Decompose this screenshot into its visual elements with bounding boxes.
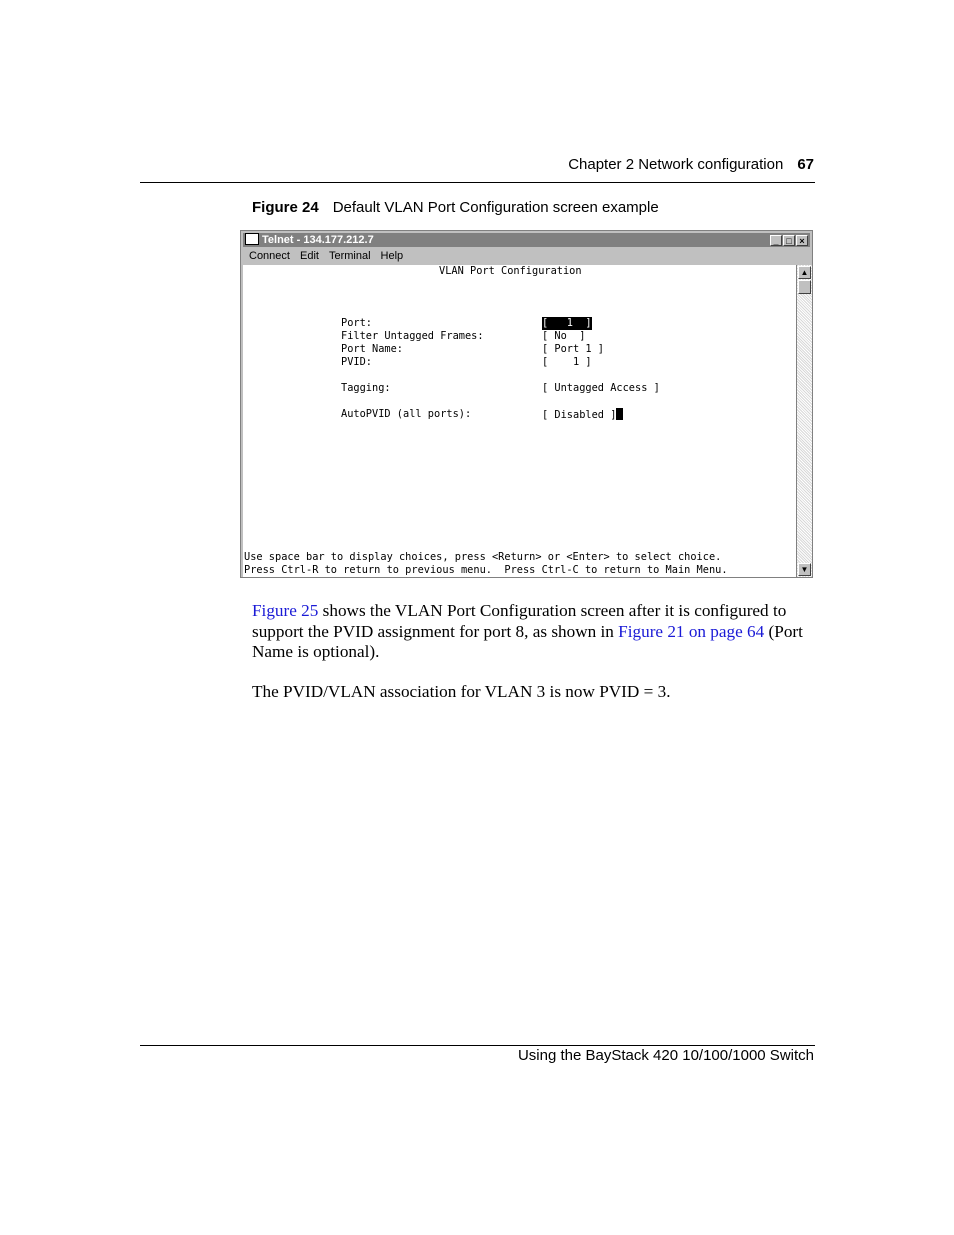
menu-help[interactable]: Help [380, 250, 404, 262]
menu-edit[interactable]: Edit [299, 250, 319, 262]
text-cursor [616, 408, 623, 420]
link-figure-25[interactable]: Figure 25 [252, 601, 319, 620]
paragraph-text: shows the VLAN Port Configuration screen after it is configured to support the PVID assignment for port 8, as shown in [252, 601, 787, 641]
header-rule [140, 182, 815, 183]
terminal-screen[interactable] [243, 265, 796, 577]
field-label-tagging: Tagging: [341, 382, 391, 394]
footer-rule [140, 1045, 815, 1046]
field-label-port-name: Port Name: [341, 343, 403, 355]
field-label-pvid: PVID: [341, 356, 372, 368]
telnet-window [240, 230, 813, 578]
help-line-2: Press Ctrl-R to return to previous menu. Press Ctrl-C to return to Main Menu. [244, 564, 728, 576]
vertical-scrollbar[interactable] [796, 265, 812, 577]
figure-caption [252, 199, 659, 216]
help-line-1: Use space bar to display choices, press <Return> or <Enter> to select choice. [244, 551, 722, 563]
window-title: Telnet - 134.177.212.7 [262, 234, 374, 246]
screen-title: VLAN Port Configuration [439, 265, 582, 277]
window-titlebar [243, 233, 810, 247]
page-number: 67 [797, 156, 814, 173]
body-paragraph-2: The PVID/VLAN association for VLAN 3 is now PVID = 3. [252, 682, 671, 701]
field-value-port-name[interactable]: [ Port 1 ] [542, 343, 604, 355]
field-value-port[interactable]: [ 1 ] [542, 317, 592, 329]
menu-bar [243, 248, 810, 264]
field-label-autopvid: AutoPVID (all ports): [341, 408, 472, 420]
telnet-app-icon[interactable] [245, 233, 259, 245]
maximize-icon[interactable]: □ [783, 235, 795, 246]
menu-terminal[interactable]: Terminal [328, 250, 371, 262]
field-label-port: Port: [341, 317, 372, 329]
field-value-filter-untagged[interactable]: [ No ] [542, 330, 586, 342]
field-label-filter-untagged: Filter Untagged Frames: [341, 330, 484, 342]
scroll-down-icon[interactable]: ▼ [798, 563, 811, 576]
figure-label: Figure 24 [252, 199, 319, 216]
link-figure-21[interactable]: Figure 21 on page 64 [618, 621, 765, 641]
field-value-tagging[interactable]: [ Untagged Access ] [542, 382, 660, 394]
page-header [140, 156, 814, 176]
scroll-up-icon[interactable]: ▲ [798, 266, 811, 279]
close-icon[interactable]: × [796, 235, 808, 246]
menu-connect[interactable]: Connect [249, 250, 290, 262]
figure-title: Default VLAN Port Configuration screen example [332, 199, 659, 216]
paragraph-text: (Port Name is optional). [252, 621, 803, 661]
field-value-autopvid[interactable]: [ Disabled ] [542, 409, 617, 421]
field-value-pvid[interactable]: [ 1 ] [542, 356, 592, 368]
chapter-title: Chapter 2 Network configuration [568, 156, 784, 173]
minimize-icon[interactable]: _ [770, 235, 782, 246]
body-paragraph-1 [252, 601, 817, 663]
page-footer: Using the BayStack 420 10/100/1000 Switch [517, 1047, 814, 1064]
scroll-thumb[interactable] [798, 280, 811, 294]
